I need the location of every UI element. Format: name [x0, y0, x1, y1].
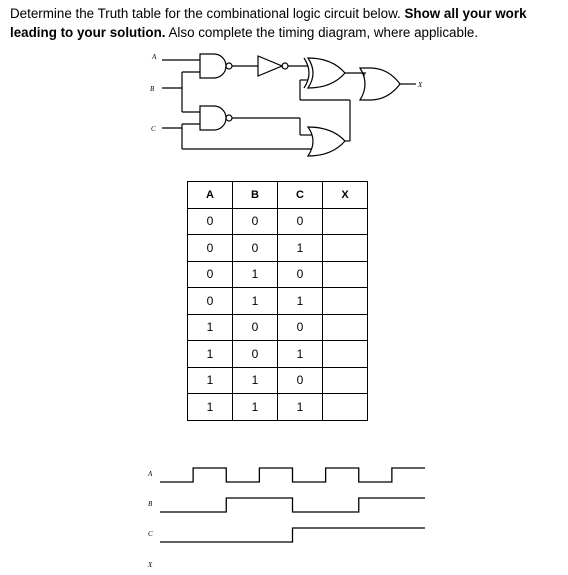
cell-a: 0 [188, 288, 233, 315]
cell-c: 0 [278, 314, 323, 341]
header-c: C [278, 182, 323, 209]
header-x: X [323, 182, 368, 209]
cell-a: 0 [188, 261, 233, 288]
cell-b: 1 [233, 367, 278, 394]
input-label-c: C [151, 125, 156, 133]
cell-c: 1 [278, 341, 323, 368]
timing-label-b: B [148, 500, 153, 508]
timing-label-x: X [148, 561, 153, 569]
cell-a: 1 [188, 367, 233, 394]
input-label-b: B [150, 85, 155, 93]
cell-a: 0 [188, 235, 233, 262]
cell-a: 1 [188, 314, 233, 341]
cell-b: 0 [233, 235, 278, 262]
cell-b: 1 [233, 394, 278, 421]
cell-c: 1 [278, 288, 323, 315]
waveform-c [160, 528, 425, 542]
cell-b: 1 [233, 288, 278, 315]
cell-b: 0 [233, 208, 278, 235]
input-label-a: A [152, 53, 157, 61]
timing-label-a: A [148, 470, 153, 478]
waveform-b [160, 498, 425, 512]
waveform-a [160, 468, 425, 482]
timing-label-c: C [148, 530, 153, 538]
instructions-bold: Show all your work leading to your solution. [10, 6, 527, 40]
output-label-x: X [418, 81, 423, 89]
cell-c: 1 [278, 394, 323, 421]
cell-c: 1 [278, 235, 323, 262]
cell-c: 0 [278, 208, 323, 235]
cell-b: 0 [233, 341, 278, 368]
cell-b: 1 [233, 261, 278, 288]
header-a: A [188, 182, 233, 209]
cell-b: 0 [233, 314, 278, 341]
cell-a: 0 [188, 208, 233, 235]
cell-c: 0 [278, 261, 323, 288]
cell-a: 1 [188, 341, 233, 368]
cell-a: 1 [188, 394, 233, 421]
instructions-part1: Determine the Truth table for the combinational logic circuit below. [10, 6, 405, 21]
cell-c: 0 [278, 367, 323, 394]
instructions-part2: Also complete the timing diagram, where applicable. [165, 25, 479, 40]
header-b: B [233, 182, 278, 209]
